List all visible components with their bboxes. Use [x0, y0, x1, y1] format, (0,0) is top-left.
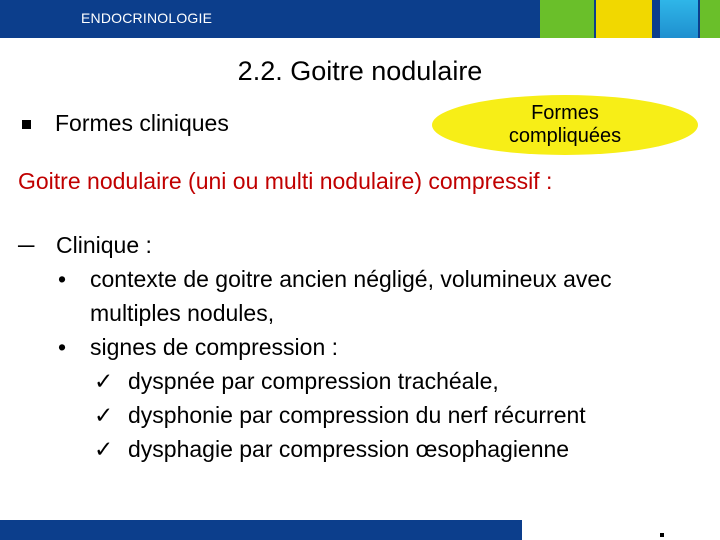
decor-square-green — [540, 0, 594, 38]
checkmark-icon: ✓ — [94, 436, 114, 462]
red-heading: Goitre nodulaire (uni ou multi nodulaire) compressif : — [18, 168, 553, 194]
bullet-formes — [22, 110, 229, 137]
footer-bar — [0, 520, 522, 540]
subitem-text: dyspnée par compression trachéale, — [128, 368, 499, 394]
dash-marker: ─ — [18, 232, 35, 258]
clinique-label: Clinique : — [56, 232, 152, 258]
subitem-text: dysphagie par compression œsophagienne — [128, 436, 570, 462]
callout-line-1: Formes — [531, 102, 599, 124]
checkmark-icon: ✓ — [94, 368, 114, 394]
header-label: ENDOCRINOLOGIE — [81, 10, 213, 26]
subitem-text: dysphonie par compression du nerf récurrent — [128, 402, 586, 428]
square-bullet-icon — [22, 120, 31, 129]
bullet-dot-icon: • — [58, 266, 67, 292]
bullet-dot-icon: • — [58, 334, 67, 360]
footer-dot — [660, 533, 664, 537]
sub-list-item — [18, 432, 708, 466]
bullet-text: Formes cliniques — [55, 110, 229, 136]
decor-square-blue — [660, 0, 698, 38]
decor-square-yellow — [596, 0, 652, 38]
sub-list-item — [18, 398, 708, 432]
decor-square-green-2 — [700, 0, 720, 38]
list-item — [18, 262, 708, 330]
item-text: contexte de goitre ancien négligé, volumineux avec multiples nodules, — [90, 266, 612, 326]
callout-ellipse — [432, 95, 698, 155]
sub-list-item — [18, 364, 708, 398]
list-item — [18, 330, 708, 364]
slide-title: 2.2. Goitre nodulaire — [237, 56, 483, 86]
item-text: signes de compression : — [90, 334, 339, 360]
content-list — [18, 228, 708, 466]
callout-line-2: compliquées — [508, 125, 622, 147]
list-item-clinique — [18, 228, 708, 262]
header-bar — [0, 0, 720, 38]
checkmark-icon: ✓ — [94, 402, 114, 428]
